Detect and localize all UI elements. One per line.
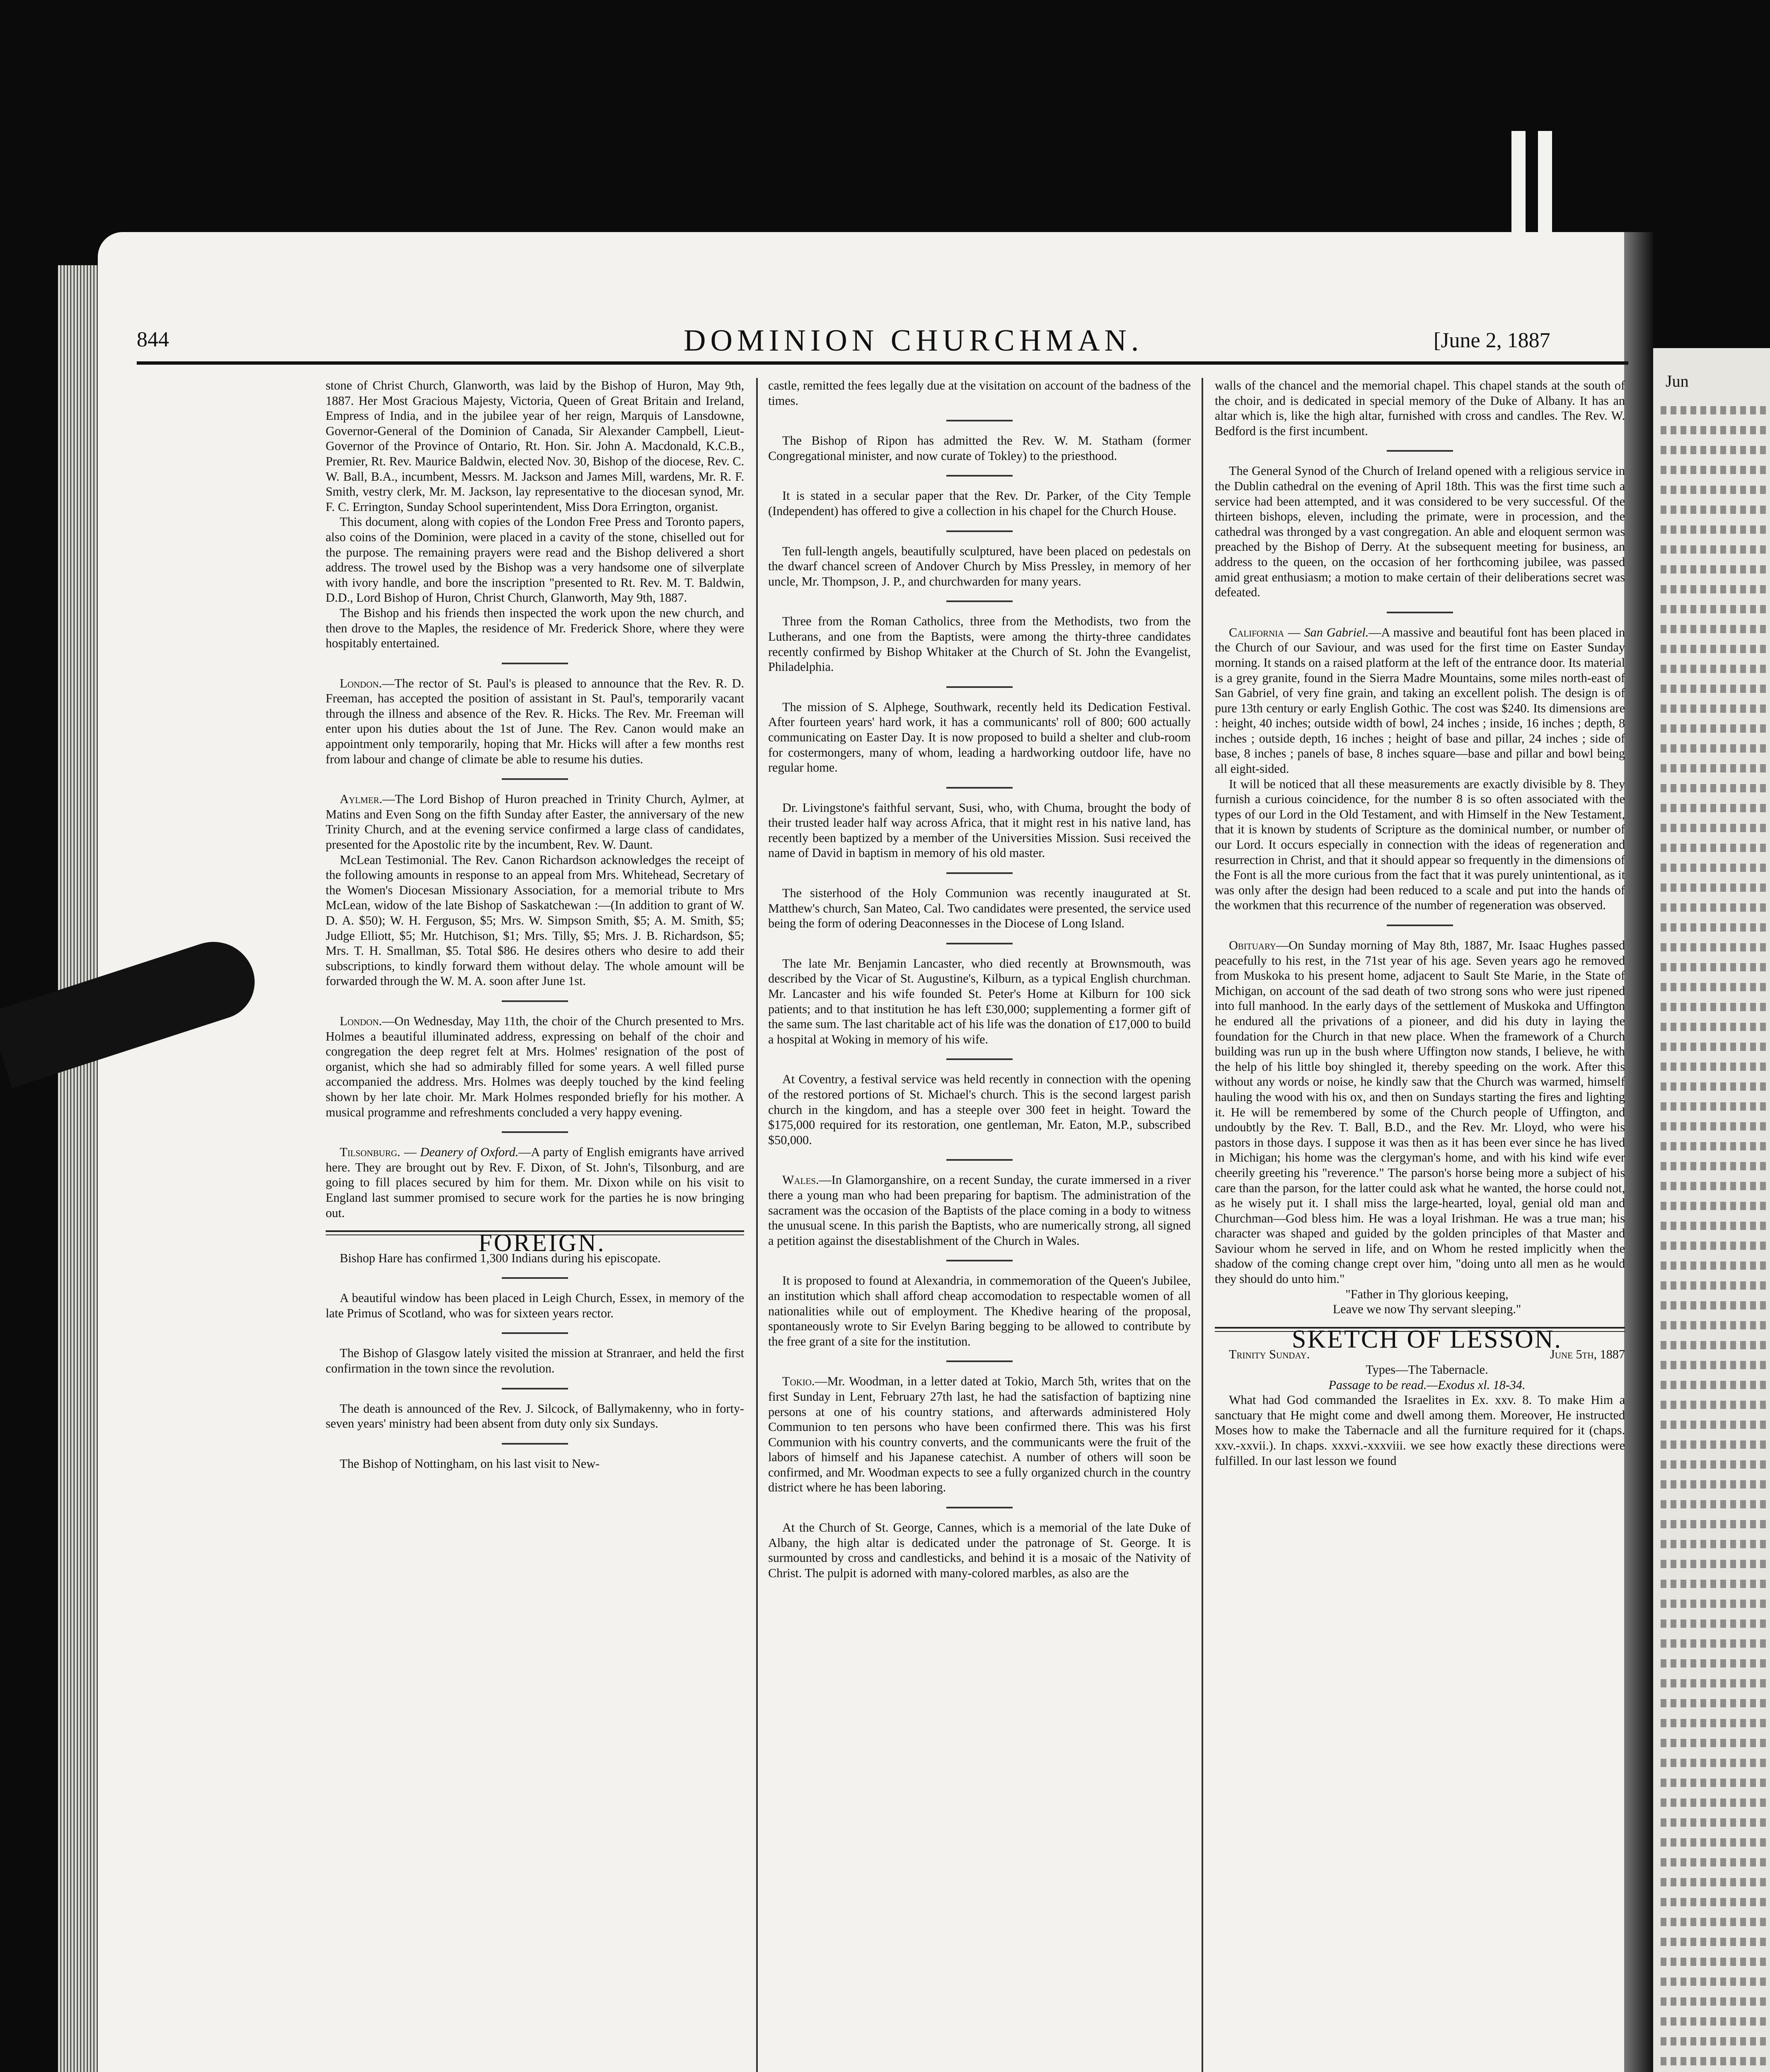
article-paragraph: castle, remitted the fees legally due at the visitation on account of the badness of the times. (768, 378, 1191, 408)
column-3 (1215, 378, 1625, 1468)
facing-page-text-line (1661, 685, 1768, 693)
facing-page-text-line (1661, 1281, 1768, 1290)
lesson-subtitle: Types—The Tabernacle. (1366, 1363, 1488, 1377)
facing-page-text-line (1661, 1063, 1768, 1071)
facing-page-text-line (1661, 903, 1768, 912)
facing-page-text-line (1661, 784, 1768, 792)
article-separator (502, 1332, 568, 1334)
facing-page-text-line (1661, 744, 1768, 753)
facing-page-text-line (1661, 565, 1768, 574)
facing-page-text-line (1661, 1381, 1768, 1389)
dateline: London. (340, 676, 382, 690)
article-separator (946, 787, 1013, 789)
article-separator (502, 1277, 568, 1279)
article-tokio (768, 1374, 1191, 1495)
section-heading-sketch: SKETCH OF LESSON. (1291, 1325, 1562, 1353)
facing-page-text-line (1661, 1818, 1768, 1827)
facing-page-text-line (1661, 1460, 1768, 1469)
facing-page-text-line (1661, 943, 1768, 951)
binding-mark (1538, 131, 1552, 235)
facing-page-text-line (1661, 1958, 1768, 1966)
facing-page-text-line (1661, 1719, 1768, 1727)
article-paragraph: The late Mr. Benjamin Lancaster, who died recently at Brownsmouth, was described by the Vicar of St. Augustine's, Kilburn, as a typical English churchman. Mr. Lancaster and his wife founded St. Peter's Home at Kilburn for 100 sick patients; and to that institution he has left £30,000; supplementing a former gift of the same sum. The last charitable act of his life was the donation of £17,000 to build a hospital at Woking in memory of his wife. (768, 956, 1191, 1046)
facing-page-text-line (1661, 1659, 1768, 1668)
facing-page-text-line (1661, 1003, 1768, 1011)
article-paragraph: At Coventry, a festival service was held recently in connection with the opening of the restored portions of St. Michael's church. This is the second largest parish church in the kingdom, and has a steeple over 300 feet in height. Toward the $175,000 required for its restoration, one gentleman, Mr. Eaton, M.P., subscribed $50,000. (768, 1072, 1191, 1147)
facing-page-text-line (1661, 1082, 1768, 1091)
article-paragraph: It will be noticed that all these measurements are exactly divisible by 8. They furnish a curious coincidence, for the number 8 is so often associated with the types of our Lord in the Old Testament, and with Himself in the New Testament, that it is known by students of Scripture as the dominical number, or number of our Lord. It occurs especially in connection with the ideas of regeneration and resurrection in Christ, and that it should appear so frequently in the dimensions of the Font is all the more curious from the fact that it was purely unintentional, as it was only after the design had been reduced to a scale and put into the hands of the workmen that this recurrence of the number of regeneration was observed. (1215, 777, 1625, 913)
article-paragraph: The Bishop of Glasgow lately visited the mission at Stranraer, and held the first confirmation in the town since the revolution. (326, 1346, 744, 1376)
article-paragraph: The Bishop and his friends then inspected the work upon the new church, and then drove to the Maples, the residence of Mr. Frederick Shore, where they were hospitably entertained. (326, 605, 744, 651)
facing-page-text-line (1661, 1858, 1768, 1866)
binding-mark (1511, 131, 1526, 235)
article-text: —Mr. Woodman, in a letter dated at Tokio, March 5th, writes that on the first Sunday in Lent, February 27th last, he had the satisfaction of baptizing nine persons at one of his country stations, and afterwards administered Holy Communion to ten persons who have been confirmed there. This was his first Communion with his country converts, and the communicants were the fruit of the labors of himself and his Japanese catechist. A number of others will soon be confirmed, and Mr. Woodman expects to see a fully organized church in the country district where he has been laboring. (768, 1374, 1191, 1495)
article-paragraph: The Bishop of Ripon has admitted the Rev. W. M. Statham (former Congregational minister, and now curate of Tokley) to the priesthood. (768, 433, 1191, 463)
facing-page-text-line (1661, 665, 1768, 673)
facing-page-text-line (1661, 1560, 1768, 1568)
facing-page-text-line (1661, 1699, 1768, 1707)
dateline: London. (340, 1014, 382, 1028)
facing-page-text-line (1661, 1779, 1768, 1787)
article-separator (946, 600, 1013, 602)
facing-page-text-line (1661, 983, 1768, 991)
article-separator (502, 1000, 568, 1002)
article-california: California — San Gabriel.—A massive and beautiful font has been placed in the Church of our Saviour, and was used for the first time on Easter Sunday morning. It stands on a raised platform at the left of the entrance door. Its material is a grey granite, found in the Sierra Madre Mountains, some miles north-east of San Gabriel, of very fine grain, and taking an excellent polish. The design is of pure 13th century or early English Gothic. The cost was $240. Its dimensions are : height, 40 inches; outside width of bowl, 24 inches ; inside, 16 inches ; depth, 8 inches ; outside depth, 16 inches ; height of base and pillar, 24 inches ; side of base, 8 inches ; panels of base, 8 inches square—base and pillar and bowl being all eight-sided. (1215, 625, 1625, 776)
facing-page-text-line (1661, 1978, 1768, 1986)
facing-page-text-line (1661, 1918, 1768, 1926)
facing-page-text-line (1661, 625, 1768, 633)
facing-page-text-line (1661, 645, 1768, 653)
facing-page-text-line (1661, 864, 1768, 872)
article-paragraph: The sisterhood of the Holy Communion was recently inaugurated at St. Matthew's church, San Mateo, Cal. Two candidates were presented, the service used being the form of odering Deaconnesses in the Diocese of Long Island. (768, 886, 1191, 931)
facing-page-text-line (1661, 1580, 1768, 1588)
facing-page-text-line (1661, 1759, 1768, 1767)
facing-page-text-line (1661, 1639, 1768, 1648)
facing-page-text-line (1661, 963, 1768, 971)
facing-page-text-line (1661, 1421, 1768, 1429)
article-paragraph: Bishop Hare has confirmed 1,300 Indians during his episcopate. (340, 1251, 661, 1265)
facing-page-text-line (1661, 446, 1768, 454)
article-paragraph: McLean Testimonial. The Rev. Canon Richardson acknowledges the receipt of the following amounts in response to an appeal from Mrs. Whitehead, Secretary of the Women's Diocesan Missionary Association, for a memorial tribute to Mrs McLean, widow of the late Bishop of Saskatchewan :—(In addition to grant of W. D. A. $50); W. H. Ferguson, $5; Mrs. W. Simpson Smith, $5; A. M. Smith, $5; Judge Elliott, $5; Mr. Hutchison, $1; Mrs. Tilly, $5; Mrs. J. B. Richardson, $5; Mrs. T. H. Smallman, $5. Total $86. He desires others who desire to add their subscriptions, to kindly forward them without delay. The whole amount will be forwarded through the W. M. A. soon after June 1st. (326, 852, 744, 988)
facing-page-text-line (1661, 1242, 1768, 1250)
facing-page-text-line (1661, 1838, 1768, 1847)
facing-page-text-line (1661, 1182, 1768, 1190)
column-rule (756, 378, 758, 2072)
facing-page-text-line (1661, 1540, 1768, 1548)
lesson-day: Trinity Sunday. (1229, 1347, 1310, 1362)
facing-page-text-line (1661, 525, 1768, 534)
facing-page-text-line (1661, 1222, 1768, 1230)
article-paragraph: Ten full-length angels, beautifully sculptured, have been placed on pedestals on the dwarf chancel screen of Andover Church by Miss Pressley, in memory of her uncle, Mr. Thompson, J. P., and churchwarden for many years. (768, 544, 1191, 588)
facing-page-text-line (1661, 1739, 1768, 1747)
facing-page-text-line (1661, 1679, 1768, 1687)
article-separator (946, 530, 1013, 532)
facing-page-text-line (1661, 1997, 1768, 2006)
dateline: Aylmer. (340, 792, 382, 806)
facing-page-text-line (1661, 704, 1768, 713)
facing-page-text-line (1661, 1321, 1768, 1329)
article-separator (502, 663, 568, 664)
facing-page-text-line (1661, 884, 1768, 892)
article-paragraph: It is proposed to found at Alexandria, in commemoration of the Queen's Jubilee, an institution which shall afford cheap accomodation to respectable women of all nationalities while out of employment. The Khedive hearing of the proposal, spontaneously wrote to Sir Evelyn Baring begging to be allowed to contribute by the free grant of a site for the institution. (768, 1273, 1191, 1348)
article-paragraph: This document, along with copies of the London Free Press and Toronto papers, also coins of the Dominion, were placed in a cavity of the stone, chiselled out for the purpose. The remaining prayers were read and the Bishop delivered a short address. The trowel used by the Bishop was a very handsome one of silverplate with ivory handle, and bore the inscription "presented to Rt. Rev. M. T. Baldwin, D.D., Lord Bishop of Huron, Christ Church, Glanworth, May 9th, 1887. (326, 515, 744, 605)
facing-page-header: Jun (1666, 372, 1689, 390)
page-header (137, 315, 1637, 356)
verse-line: Leave we now Thy servant sleeping." (1332, 1302, 1521, 1317)
facing-page-text-line (1661, 1898, 1768, 1906)
article-separator (502, 1131, 568, 1133)
facing-page-text-line (1661, 1938, 1768, 1946)
article-text: —The Lord Bishop of Huron preached in Trinity Church, Aylmer, at Matins and Even Song on the fifth Sunday after Easter, the anniversary of the new Trinity Church, and at the evening service confirmed a large class of candidates, presented for the Apostolic rite by the incumbent, Rev. W. Daunt. (326, 792, 744, 852)
facing-page-text-line (1661, 1202, 1768, 1210)
article-wales (768, 1172, 1191, 1248)
dateline: Tilsonburg. (340, 1145, 401, 1159)
page-edges (58, 265, 99, 2072)
article-separator (502, 1388, 568, 1389)
facing-page-text-line (1661, 1023, 1768, 1031)
facing-page-text-line (1661, 406, 1768, 414)
article-aylmer (326, 792, 744, 852)
article-tilsonburg: Tilsonburg. — Deanery of Oxford.—A party of English emigrants have arrived here. They are brought out by Rev. F. Dixon, of St. John's, Tilsonburg, and are going to fill places secured by him for them. Mr. Dixon while on his visit to England last summer promised to secure work for the parties he is now bringing out. (326, 1145, 744, 1220)
facing-page-text-line (1661, 923, 1768, 932)
article-london-1 (326, 676, 744, 767)
article-separator (946, 872, 1013, 874)
article-separator (946, 686, 1013, 688)
facing-page-text-line (1661, 1301, 1768, 1310)
article-separator (1387, 925, 1453, 926)
facing-page-text-line (1661, 506, 1768, 514)
place-name: San Gabriel. (1304, 625, 1369, 639)
lesson-passage-text: Passage to be read.—Exodus xl. 18-34. (1328, 1377, 1526, 1392)
verse-line: "Father in Thy glorious keeping, (1345, 1287, 1509, 1301)
article-separator (946, 1260, 1013, 1261)
article-separator (502, 1443, 568, 1445)
facing-page-text-line (1661, 2017, 1768, 2026)
article-paragraph: At the Church of St. George, Cannes, which is a memorial of the late Duke of Albany, the high altar is dedicated under the patronage of St. George. It is surmounted by cross and candlesticks, and behind it is a mosaic of the Nativity of Christ. The pulpit is adorned with many-colored marbles, as also are the (768, 1520, 1191, 1580)
deanery-name: Deanery of Oxford. (420, 1145, 519, 1159)
article-separator (946, 475, 1013, 477)
facing-page-text-line (1661, 844, 1768, 852)
facing-page-text-line (1661, 1043, 1768, 1051)
issue-date: [June 2, 1887 (1434, 329, 1550, 352)
article-separator (946, 1507, 1013, 1508)
article-separator (946, 1159, 1013, 1161)
gutter-shadow (1624, 232, 1653, 2072)
facing-page-text-line (1661, 764, 1768, 772)
lesson-date: June 5th, 1887 (1550, 1347, 1625, 1362)
article-separator (946, 420, 1013, 421)
article-text: —On Sunday morning of May 8th, 1887, Mr. Isaac Hughes passed peacefully to his rest, in the 71st year of his age. Seven years ago he removed from Muskoka to his present home, adjacent to Sault Ste Marie, in the State of Michigan, on account of the sad death of two strong sons who were just ripened into full manhood. In the early days of the settlement of Muskoka and Uffington he endured all the privations of a pioneer, and did his duty in laying the foundation for the Church in that new place. When the framework of a Church building was run up in the bush where Uffington now stands, I believe, he with the help of his little boy shingled it, thereby speeding on the work. After this without any words or noise, he kindly saw that the Church was warmed, himself hauling the wood with his ox, and then on Sundays starting the fires and lighting it. He will be remembered by some of the Church people of Uffington, and undoubtly by the Rev. T. Ball, B.D., and the Rev. Mr. Lloyd, who were his pastors in those days. I suppose it was then as it has been ever since he has lived in Michigan; his home was the clergyman's home, and with his kind wife ever cheerily greeting his "reverence." The parson's horse being more a subject of his care than the parson, for the latter could ask what he wanted, the horse could not, as he wisely put it. I shall miss the large-hearted, loyal, genial old man and Churchman—God bless him. He was a loyal Irishman. He was a true man; his character was shaped and guided by the golden principles of that Master and Saviour whom he served in life, and on Whom he rested implicitly when the shadow of the coming change crept over him, "doing unto all men as he would they should do unto him." (1215, 938, 1625, 1286)
article-paragraph: stone of Christ Church, Glanworth, was laid by the Bishop of Huron, May 9th, 1887. Her Most Gracious Majesty, Victoria, Queen of Great Britain and Ireland, Empress of India, and in the jubilee year of her reign, Marquis of Lansdowne, Governor-General of the Dominion of Canada, Sir Alexander Campbell, Lieut-Governor of the Province of Ontario, Rt. Hon. Sir. John A. Macdonald, K.C.B., Premier, Rt. Rev. Maurice Baldwin, elected Nov. 30, Bishop of the diocese, Rev. C. W. Ball, B.A., incumbent, Messrs. M. Jackson and James Mill, wardens, Mr. R. F. Smith, vestry clerk, Mr. M. Jackson, lay representative to the diocesan synod, Mr. F. C. Errington, Sunday School superintendent, Miss Dora Errington, organist. (326, 378, 744, 514)
facing-page-text-line (1661, 486, 1768, 494)
section-heading-foreign: FOREIGN. (478, 1229, 606, 1257)
facing-page-text-line (1661, 545, 1768, 554)
column-1 (326, 378, 744, 1471)
article-separator (1387, 612, 1453, 613)
facing-page-text-line (1661, 1401, 1768, 1409)
dateline: Tokio. (782, 1374, 815, 1389)
article-separator (946, 1058, 1013, 1060)
article-paragraph: The mission of S. Alphege, Southwark, recently held its Dedication Festival. After fourteen years' hard work, it has a communicants' roll of 800; 600 actually communicating on Easter Day. It is now proposed to build a shelter and club-room for costermongers, many of whom, leading a hardworking outdoor life, have no regular home. (768, 700, 1191, 775)
article-paragraph: The General Synod of the Church of Ireland opened with a religious service in the Dublin cathedral on the evening of April 18th. This was the first time such a service had been attempted, and it was considered to be very successful. Of the thirteen bishops, eleven, including the primate, were in procession, and the cathedral was thronged by a vast congregation. An able and eloquent sermon was preached by the Bishop of Derry. At the subsequent meeting for business, an address to the queen, on the occasion of her forthcoming jubilee, was passed amid great enthusiasm; a motion to make certain of their deliberations secret was defeated. (1215, 464, 1625, 600)
facing-page-text-line (1661, 426, 1768, 434)
article-text: —A party of English emigrants have arrived here. They are brought out by Rev. F. Dixon, of St. John's, Tilsonburg, and are going to fill places secured by him for them. Mr. Dixon while on his visit to England last summer promised to secure work for the parties he is now bringing out. (326, 1145, 744, 1220)
facing-page-text-line (1661, 1500, 1768, 1508)
column-2 (768, 378, 1191, 1581)
article-text: —A massive and beautiful font has been placed in the Church of our Saviour, and was used for the first time on Easter Sunday morning. It stands on a raised platform at the left of the entrance door. Its material is a grey granite, found in the Sierra Madre Mountains, some miles north-east of San Gabriel, of very fine grain, and taking an excellent polish. The design is of pure 13th century or early English Gothic. The cost was $240. Its dimensions are : height, 40 inches; outside width of bowl, 24 inches ; inside, 16 inches ; depth, 8 inches ; outside depth, 16 inches ; height of base and pillar, 24 inches ; side of base, 8 inches ; panels of base, 8 inches square—base and pillar and bowl being all eight-sided. (1215, 625, 1625, 776)
facing-page-text-line (1661, 1878, 1768, 1886)
article-paragraph: Three from the Roman Catholics, three from the Methodists, two from the Lutherans, and one from the Baptists, were among the thirty-three candidates recently confirmed by Bishop Whitaker at the Church of St. John the Evangelist, Philadelphia. (768, 614, 1191, 674)
facing-page-text-line (1661, 466, 1768, 474)
facing-page-text-line (1661, 605, 1768, 613)
article-separator (946, 1360, 1013, 1362)
facing-page-text-line (1661, 2037, 1768, 2045)
facing-page-text-line (1661, 1619, 1768, 1628)
article-text: —In Glamorganshire, on a recent Sunday, the curate immersed in a river there a young man who had been preparing for baptism. The administration of the sacrament was the occasion of the Baptists of the place coming in a body to witness the unusual scene. In this parish the Baptists, who are numerically strong, all signed a petition against the disestablishment of the Church in Wales. (768, 1173, 1191, 1248)
article-text: —On Wednesday, May 11th, the choir of the Church presented to Mrs. Holmes a beautiful illuminated address, expressing on behalf of the choir and congregation the deep regret felt at Mrs. Holmes' resignation of the post of organist, which she had so admirably filled for some years. A well filled purse accompanied the address. Mrs. Holmes was deeply touched by the kind feeling shown by her late choir. Mr. Mark Holmes responded briefly for his mother. A musical programme and refreshments concluded a very happy evening. (326, 1014, 744, 1119)
article-obituary (1215, 938, 1625, 1287)
facing-page-text-line (1661, 2057, 1768, 2065)
article-text: —The rector of St. Paul's is pleased to announce that the Rev. R. D. Freeman, has accepted the position of assistant in St. Paul's, temporarily vacant through the illness and absence of the Rev. R. Hicks. The Rev. Mr. Freeman will enter upon his duties about the 1st of June. The Rev. Canon would make an appointment only temporarily, hoping that Mr. Hicks will after a few months rest from labour and change of climate be able to resume his duties. (326, 676, 744, 766)
lesson-body: What had God commanded the Israelites in Ex. xxv. 8. To make Him a sanctuary that He might come and dwell among them. Moreover, He instructed Moses how to make the Tabernacle and all the furniture required for it (chaps. xxv.-xxvii.). In chaps. xxxvi.-xxxviii. we see how exactly these directions were fulfilled. In our last lesson we found (1215, 1393, 1625, 1468)
facing-page-text-line (1661, 1261, 1768, 1270)
facing-page-text-line (1661, 824, 1768, 832)
facing-page-text-line (1661, 1361, 1768, 1369)
article-paragraph: It is stated in a secular paper that the Rev. Dr. Parker, of the City Temple (Independent) has offered to give a collection in his chapel for the Church House. (768, 489, 1191, 518)
facing-page-text-line (1661, 1600, 1768, 1608)
article-separator (502, 778, 568, 780)
facing-page-text-line (1661, 1341, 1768, 1349)
facing-page-text-line (1661, 1142, 1768, 1150)
article-separator (1387, 450, 1453, 452)
lesson-passage (1215, 1377, 1625, 1393)
facing-page-text-line (1661, 724, 1768, 733)
facing-page-text-line (1661, 1162, 1768, 1170)
facing-page-text-line (1661, 804, 1768, 812)
masthead-title: DOMINION CHURCHMAN. (684, 324, 1144, 358)
article-paragraph: A beautiful window has been placed in Leigh Church, Essex, in memory of the late Primus of Scotland, who was for sixteen years rector. (326, 1291, 744, 1320)
column-rule (1202, 378, 1203, 2072)
dateline: California (1229, 625, 1284, 639)
dateline: Obituary (1229, 938, 1276, 952)
article-paragraph: walls of the chancel and the memorial chapel. This chapel stands at the south of the choir, and is dedicated in special memory of the Duke of Albany. It has an altar which is, like the high altar, furnished with cross and candles. The Rev. W. Bedford is the first incumbent. (1215, 378, 1625, 438)
facing-page-edge (1653, 348, 1770, 2072)
header-rule (137, 361, 1628, 365)
facing-page-text-line (1661, 1798, 1768, 1807)
article-paragraph: Dr. Livingstone's faithful servant, Susi, who, with Chuma, brought the body of their trusted leader half way across Africa, that it might rest in his native land, has recently been baptized by a member of the Universities Mission. Susi received the name of David in baptism in memory of his old master. (768, 800, 1191, 860)
article-london-2 (326, 1014, 744, 1120)
dateline: Wales. (782, 1173, 819, 1187)
facing-page-text-line (1661, 585, 1768, 593)
article-paragraph: The death is announced of the Rev. J. Silcock, of Ballymakenny, who in forty-seven years' ministry had been absent from duty only six Sundays. (326, 1401, 744, 1431)
article-paragraph: The Bishop of Nottingham, on his last visit to New- (340, 1456, 600, 1471)
facing-page-text-line (1661, 1520, 1768, 1528)
facing-page-text-line (1661, 1122, 1768, 1130)
facing-page-text-line (1661, 1480, 1768, 1489)
article-separator (946, 943, 1013, 944)
facing-page-text-line (1661, 1102, 1768, 1111)
facing-page-text-line (1661, 1440, 1768, 1449)
page-number: 844 (137, 328, 169, 351)
